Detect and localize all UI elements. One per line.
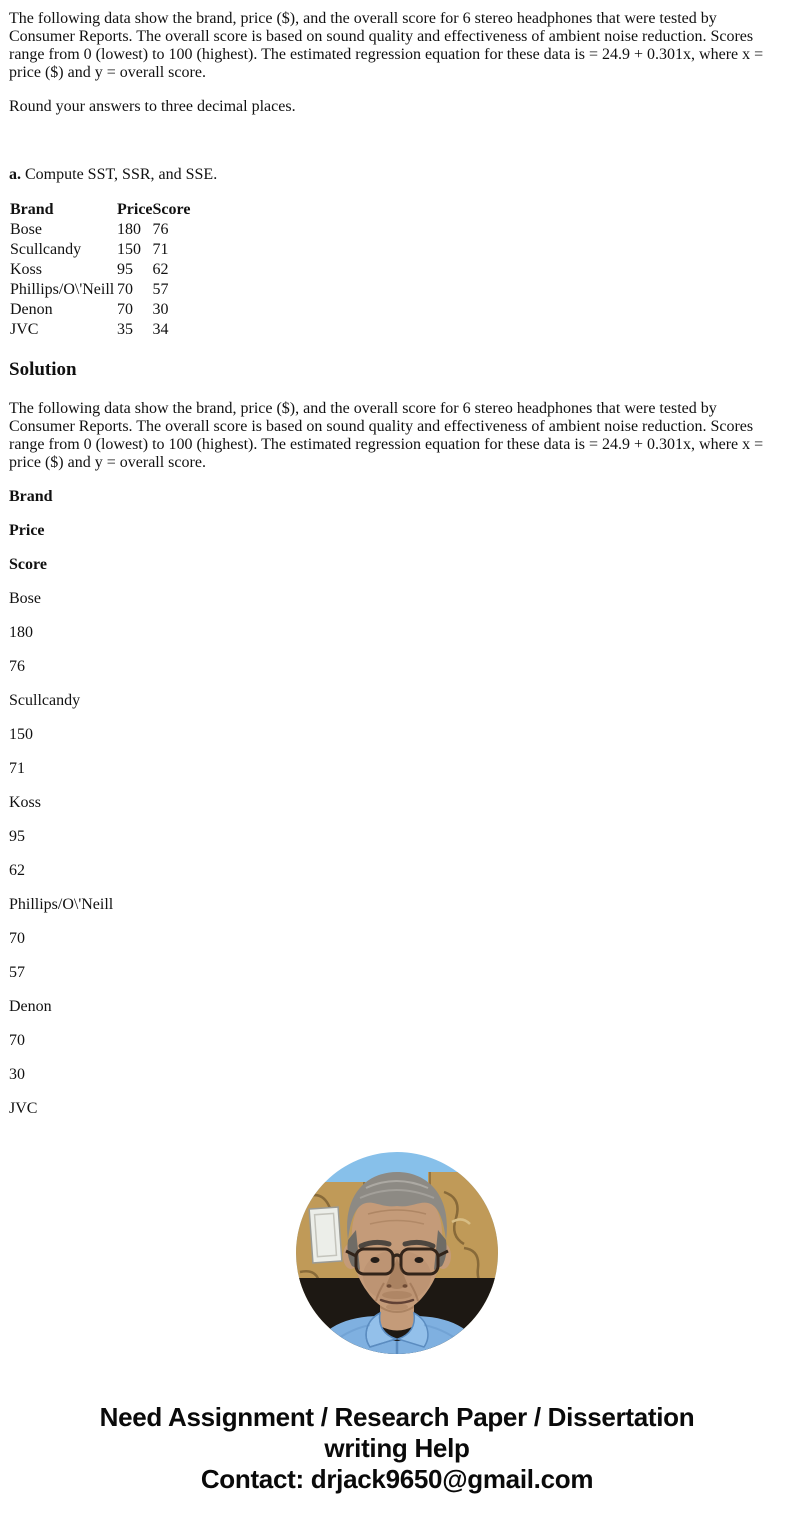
table-cell-price: 35 — [117, 321, 133, 338]
table-cell-brand: Denon — [10, 301, 53, 318]
blank-line — [9, 132, 785, 150]
table-row — [10, 280, 195, 300]
list-item: Scullcandy — [9, 692, 81, 709]
table-row — [10, 300, 195, 320]
table-cell-brand: Phillips/O\'Neill — [10, 281, 115, 298]
table-cell-score: 62 — [152, 261, 169, 278]
picture-frame — [309, 1207, 342, 1263]
question-label: a. — [9, 166, 21, 183]
intro-paragraph: The following data show the brand, price ($), and the overall score for 6 stereo headphones that were tested by Consumer Reports. The overall score is based on sound quality and effectiveness of ambient noise reduction. Scores range from 0 (lowest) to 100 (highest). The estimated regression equation for these data is = 24.9 + 0.301x, where x = price ($) and y = overall score. — [9, 10, 764, 81]
question-line — [9, 166, 785, 184]
list-item: 70 — [9, 930, 25, 947]
solution-heading: Solution — [9, 359, 77, 380]
table-header-brand: Brand — [10, 201, 54, 218]
list-item: Brand — [9, 488, 53, 505]
table-row — [10, 220, 195, 240]
list-item: 70 — [9, 1032, 25, 1049]
footer-banner — [9, 1402, 785, 1495]
list-item: 30 — [9, 1066, 25, 1083]
table-header-price: Price — [117, 201, 153, 218]
table-header-score: Score — [152, 201, 191, 218]
table-cell-score: 30 — [152, 301, 169, 318]
list-item: Phillips/O\'Neill — [9, 896, 114, 913]
table-cell-price: 70 — [117, 281, 133, 298]
table-cell-price: 180 — [117, 221, 141, 238]
table-cell-price: 95 — [117, 261, 133, 278]
footer-line: Need Assignment / Research Paper / Dissertation — [99, 1402, 695, 1432]
table-cell-brand: Bose — [10, 221, 42, 238]
solution-paragraph: The following data show the brand, price ($), and the overall score for 6 stereo headphones that were tested by Consumer Reports. The overall score is based on sound quality and effectiveness of ambient noise reduction. Scores range from 0 (lowest) to 100 (highest). The estimated regression equation for these data is = 24.9 + 0.301x, where x = price ($) and y = overall score. — [9, 400, 764, 471]
list-item: Price — [9, 522, 45, 539]
list-item: Denon — [9, 998, 52, 1015]
list-item: Bose — [9, 590, 41, 607]
question-text: Compute SST, SSR, and SSE. — [25, 166, 218, 183]
table-row — [10, 240, 195, 260]
table-cell-brand: JVC — [10, 321, 39, 338]
rounding-note: Round your answers to three decimal places. — [9, 98, 296, 115]
tutor-photo-illustration — [296, 1152, 498, 1354]
footer-contact-line: Contact: drjack9650@gmail.com — [200, 1464, 594, 1494]
table-cell-price: 150 — [117, 241, 141, 258]
table-cell-score: 57 — [152, 281, 169, 298]
table-cell-score: 76 — [152, 221, 169, 238]
list-item: 76 — [9, 658, 25, 675]
headphones-data-table — [10, 200, 195, 340]
table-cell-score: 71 — [152, 241, 169, 258]
footer-line: writing Help — [324, 1433, 470, 1463]
list-item: 71 — [9, 760, 25, 777]
list-item: 62 — [9, 862, 25, 879]
table-cell-price: 70 — [117, 301, 133, 318]
list-item: Koss — [9, 794, 42, 811]
list-item: 95 — [9, 828, 25, 845]
list-item: 150 — [9, 726, 33, 743]
tutor-photo — [9, 1152, 785, 1354]
table-header-row — [10, 200, 195, 220]
table-cell-brand: Koss — [10, 261, 43, 278]
table-cell-score: 34 — [152, 321, 169, 338]
list-item: Score — [9, 556, 47, 573]
table-row — [10, 320, 195, 340]
list-item: 180 — [9, 624, 33, 641]
list-item: 57 — [9, 964, 25, 981]
list-item: JVC — [9, 1100, 38, 1117]
table-row — [10, 260, 195, 280]
table-cell-brand: Scullcandy — [10, 241, 82, 258]
